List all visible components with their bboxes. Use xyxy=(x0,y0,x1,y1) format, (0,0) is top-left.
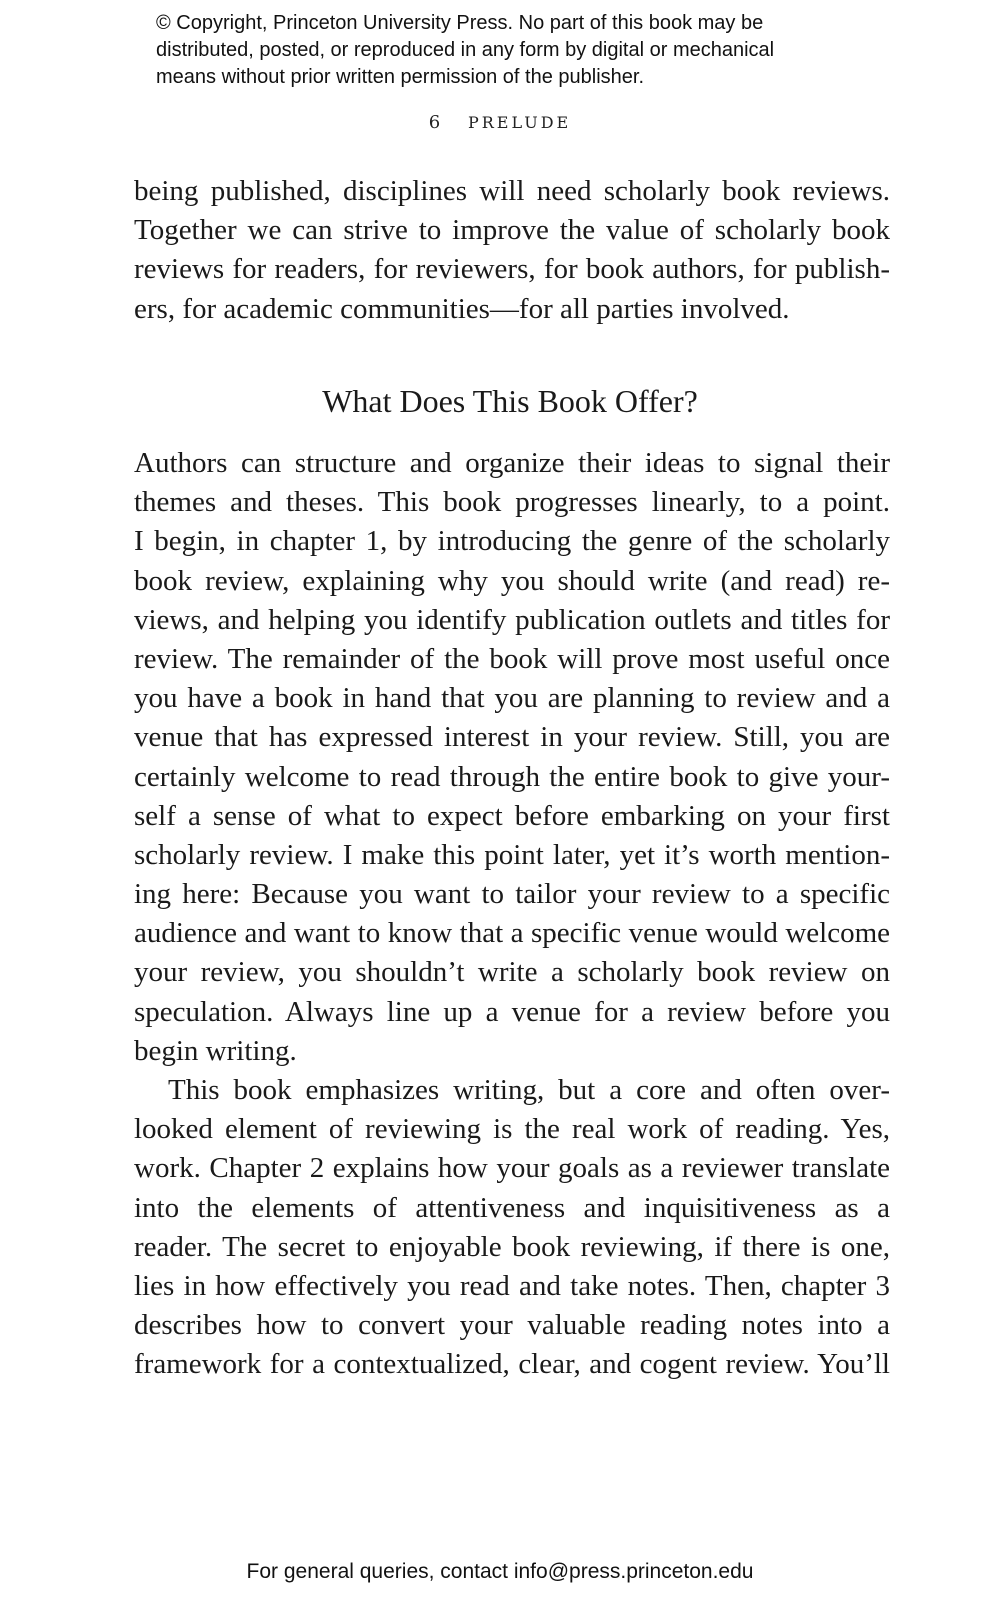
paragraph-intro xyxy=(134,444,890,1071)
text-line: themes and theses. This book progresses linearly, to a point. xyxy=(134,486,890,519)
footer-contact: For general queries, contact info@press.princeton.edu xyxy=(246,1560,754,1583)
section-title: PRELUDE xyxy=(467,113,572,132)
text-line: I begin, in chapter 1, by introducing the genre of the scholarly xyxy=(134,525,890,558)
text-line: ing here: Because you want to tailor your review to a specific xyxy=(134,878,890,911)
text-line: book review, explaining why you should write (and read) re- xyxy=(134,564,890,597)
text-line: begin writing. xyxy=(134,1034,297,1067)
body-paragraphs xyxy=(134,444,890,1385)
text-line: scholarly review. I make this point later, yet it’s worth mention- xyxy=(134,838,890,871)
text-line: views, and helping you identify publication outlets and titles for xyxy=(134,603,890,636)
text-line: work. Chapter 2 explains how your goals as a reviewer translate xyxy=(134,1152,890,1185)
text-line: your review, you shouldn’t write a scholarly book review on xyxy=(134,956,890,989)
paragraph-reading xyxy=(134,1071,890,1385)
text-line: audience and want to know that a specific venue would welcome xyxy=(134,917,890,950)
text-line: ers, for academic communities—for all parties involved. xyxy=(134,292,790,325)
text-line: Authors can structure and organize their ideas to signal their xyxy=(134,447,890,479)
text-line: into the elements of attentiveness and inquisitiveness as a xyxy=(134,1191,890,1224)
section-heading: What Does This Book Offer? xyxy=(322,383,698,419)
page-number: 6 xyxy=(428,112,441,133)
text-line: looked element of reviewing is the real work of reading. Yes, xyxy=(134,1113,890,1146)
copyright-notice xyxy=(156,10,876,91)
text-line: venue that has expressed interest in your review. Still, you are xyxy=(134,721,890,754)
copyright-line: distributed, posted, or reproduced in any form by digital or mechanical xyxy=(156,39,775,61)
text-line: review. The remainder of the book will prove most useful once xyxy=(134,642,890,675)
copyright-line: means without prior written permission of the publisher. xyxy=(156,66,645,88)
text-line: framework for a contextualized, clear, and cogent review. You’ll xyxy=(134,1348,890,1381)
text-line: reader. The secret to enjoyable book reviewing, if there is one, xyxy=(134,1230,890,1263)
text-line: being published, disciplines will need scholarly book reviews. xyxy=(134,175,890,207)
text-line: self a sense of what to expect before embarking on your first xyxy=(134,799,890,832)
text-line: describes how to convert your valuable reading notes into a xyxy=(134,1309,890,1342)
text-line: Together we can strive to improve the value of scholarly book xyxy=(134,214,890,247)
copyright-line: © Copyright, Princeton University Press. No part of this book may be xyxy=(156,12,764,34)
text-line: you have a book in hand that you are planning to review and a xyxy=(134,682,890,715)
paragraph-continuation xyxy=(134,172,890,329)
text-line: reviews for readers, for reviewers, for book authors, for publish- xyxy=(134,253,890,286)
text-line: This book emphasizes writing, but a core and often over- xyxy=(168,1074,890,1106)
text-line: speculation. Always line up a venue for a review before you xyxy=(134,995,890,1028)
running-head xyxy=(0,112,1000,133)
text-line: lies in how effectively you read and take notes. Then, chapter 3 xyxy=(134,1269,890,1302)
text-line: certainly welcome to read through the entire book to give your- xyxy=(134,760,890,793)
